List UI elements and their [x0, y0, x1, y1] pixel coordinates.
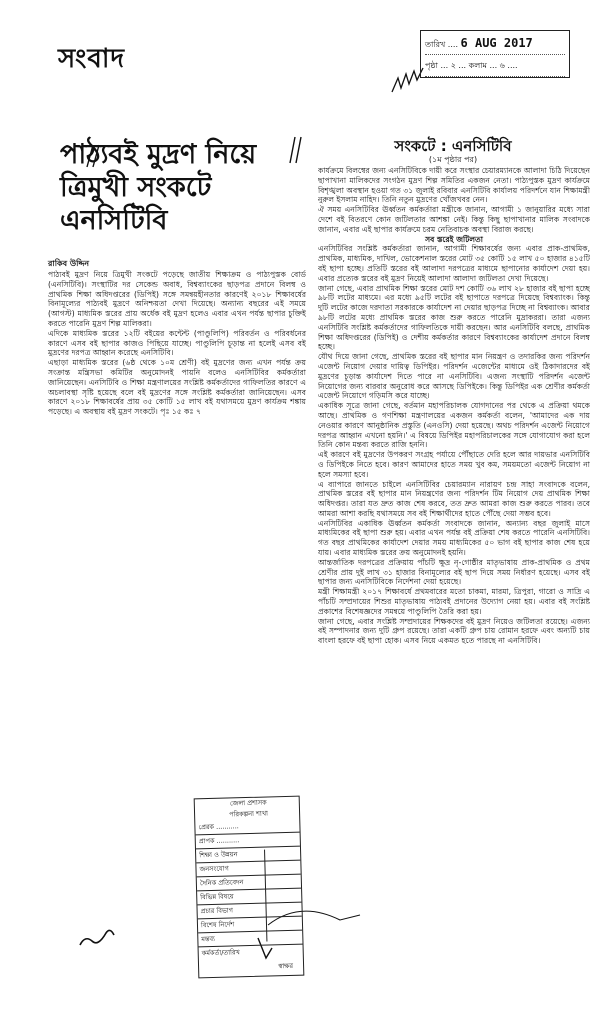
register-row: প্রাপক ........... [196, 833, 300, 850]
newspaper-masthead: সংবাদ [58, 44, 126, 74]
headline-line-3: এনসিটিবি [60, 205, 168, 236]
stamp-date-value: 6 AUG 2017 [460, 36, 533, 50]
article-headline [60, 138, 310, 237]
paragraph: আন্তর্জাতিক দরপত্রের প্রক্রিয়ায় পাঁচটি ক্ষুদ্র নৃ-গোষ্ঠীর মাতৃভাষায় প্রাক-প্রাথমিক ও প্রথম শ্রেণীর প্রায় দুই লাখ ৩১ হাজার বিনামূল্যের বই ছাপ দিয়ে সময় নির্ধারণ হয়েছে। এসব বই ছাপার জন্য এনসিটিবিকে নির্দেশনা দেয়া হয়েছে। [318, 557, 590, 587]
continuation-title: সংকটে : এনসিটিবি [394, 137, 512, 155]
register-row: বিভিন্ন বিষয়ে [197, 889, 301, 906]
paragraph: জানা গেছে, এবার সংশ্লিষ্ট সম্প্রদায়ের শিক্ষকদের বই মুদ্রণ নিয়েও জটিলতা রয়েছে। এজন্য বই সম্পাদনার জন্য দুটি গ্রুপ রয়েছে। তারা একটি গ্রুপ চায় রোমান হরফে এবং অন্যটি চায় বাংলা হরফে বই ছাপা হোক। এসব নিয়ে একমত হতে পারছে না এনসিটিবি। [318, 616, 590, 646]
register-row: দৈনিক প্রতিবেদন [197, 875, 301, 892]
stamp-page-label: পৃষ্ঠা [425, 61, 438, 70]
paragraph: মন্ত্রী শিক্ষামন্ত্রী ২০১৭ শিক্ষাবর্ষে প্রথমবারের মতো চাকমা, মারমা, ত্রিপুরা, গারো ও সাদ্রি এ পাঁচটি সম্প্রদায়ের শিশুর মাতৃভাষায় পাঠ্যবই প্রদানের উদ্যোগ নেয়া হয়। এবার বই সংশ্লিষ্ট প্রকাশের বিশেষজ্ঞদের সমন্বয়ে পাণ্ডুলিপি তৈরি করা হয়। [318, 587, 590, 616]
paragraph: জানা গেছে, এবার প্রাথমিক শিক্ষা স্তরের মোট দশ কোটি ৩৬ লাখ ২৮ হাজার বই ছাপা হচ্ছে ৯৮টি লটের মাধ্যমে। এর মধ্যে ৯৫টি লটের বই ছাপাতে দরপত্রে দিয়েছে বিশ্বব্যাংক। কিন্তু দুটি লটের কাজে দরদাতা সরকারকে কার্যাদেশ না দেয়ার ছাড়পত্র দিচ্ছে না বিশ্বব্যাংক। আবার ৯৮টি লটের মধ্যে প্রাথমিক স্তরের কাজ শুরু করতে পারেনি মুদ্রাকররা। তারা এজন্য এনসিটিবি সংশ্লিষ্ট কর্মকর্তাদের গাফিলতিকে দায়ী করছেন। আর এনসিটিবি বলছে, প্রাথমিক শিক্ষা অধিদপ্তরের (ডিপিই) ও দেশীয় কর্মকর্তার কারণে বিশ্বব্যাংকের কার্যাদেশ প্রদানে বিলম্ব হচ্ছে। [318, 283, 590, 352]
stamp-column-value: ৬ [499, 61, 505, 70]
headline-line-1: পাঠ্যবই মুদ্রণ নিয়ে [60, 139, 257, 170]
subheading: সব স্তরেই জটিলতা [425, 234, 483, 244]
continued-from-note: (১ম পৃষ্ঠার পর) [428, 155, 478, 164]
register-row: মন্তব্য [198, 931, 302, 948]
paragraph: এদিকে মাধ্যমিক স্তরের ১২টি বইয়ের কন্টেন্ট (পাণ্ডুলিপি) পরিবর্তন ও পরিবর্ধনের কারণে এসব বই ছাপার কাজও পিছিয়ে যাচ্ছে। পাণ্ডুলিপি চূড়ান্ত না হলেই এসব বই মুদ্রণের দরপত্র আহ্বান করেছে এনসিটিবি। [48, 328, 306, 358]
routing-register-stamp [194, 796, 305, 979]
register-row: জনসংযোগ [196, 861, 300, 878]
clipping-date-stamp [420, 30, 570, 78]
paragraph: এনসিটিবির একাধিক ঊর্ধ্বতন কর্মকর্তা সংবাদকে জানান, অন্যান্য বছর জুলাই মাসে মাধ্যমিকের বই ছাপা শুরু হয়। এবার এখন পর্যন্ত বই প্রক্রিয়া শেষ করতে পারেনি এনসিটিবি। গত বছর প্রাথমিকের কার্যাদেশ দেয়ার সময় মাধ্যমিকের ৫০ ভাগ বই ছাপার কাজ শেষ হয়ে যায়। এবার মাধ্যমিক স্তরের ক্রয় অনুমোদনই হয়নি। [318, 518, 590, 558]
right-article-body [318, 166, 590, 956]
register-row: পরিকল্পনা শাখা [229, 809, 269, 819]
paragraph: একাধিক সূত্রে জানা গেছে, বর্তমান মহাপরিচালক যোগদানের পর থেকে এ প্রক্রিয়া থমকে আছে। প্রাথমিক ও গণশিক্ষা মন্ত্রণালয়ের একজন কর্মকর্তা বলেন, 'আমাদের এক দায় নেওয়ার কারণে আনুষ্ঠানিক প্রস্তুতি (এনওসি) দেয়া হয়েছে। অথচ পরিদর্শন এজেন্ট নিয়োগে দরপত্র আহ্বান এখনো হয়নি।' এ বিষয়ে ডিপিইর মহাপরিচালকের সঙ্গে যোগাযোগ করা হলে তিনি কোন মন্তব্য করতে রাজি হননি। [318, 401, 590, 450]
stamp-page-row: পৃষ্ঠা ... ২ ... কলাম ... ৬ .... [425, 55, 565, 77]
headline-line-2: ত্রিমুখী সংকটে [60, 172, 212, 203]
register-row: প্রেরক ........... [195, 819, 299, 836]
paragraph: এই কারণে বই মুদ্রণের উপকরণ সংগ্রহ পর্যায়ে পৌঁছাতে দেরি হলে আর দায়ভার এনসিটিবি ও ডিপিইকে নিতে হবে। কারণ আমাদের হাতে সময় খুব কম, সময়মতো এজেন্ট নিয়োগ না হলে সমস্যা হবে। [318, 450, 590, 479]
paragraph: পাঠ্যবই মুদ্রণ নিয়ে ত্রিমুখী সংকটে পড়েছে জাতীয় শিক্ষাক্রম ও পাঠ্যপুস্তক বোর্ড (এনসিটিবি)। সংস্থাটির দর সেকেন্ড অবাধ, বিশ্বব্যাংকের ছাড়পত্র প্রদানে বিলম্ব ও প্রাথমিক শিক্ষা অধিদপ্তরের (ডিপিই) সঙ্গে সমন্বয়হীনতার কারণেই ২০১৮ শিক্ষাবর্ষের বিনামূল্যের পাঠ্যবই মুদ্রণে অনিশ্চয়তা দেখা দিয়েছে। অন্যান্য বছরের এই সময়ে (আগস্ট) মাধ্যমিক স্তরের প্রায় অর্ধেক বই মুদ্রণ হলেও এবার এখন পর্যন্ত ছাপার চুক্তিই করতে পারেনি মুদ্রণ শিল্প মালিকরা। [48, 270, 306, 328]
register-footer: স্বাক্ষর [278, 961, 294, 971]
article-byline: রাকিব উদ্দিন [48, 259, 90, 268]
paragraph: যৌথ দিয়ে জানা গেছে, প্রাথমিক স্তরের বই ছাপার মান নিয়ন্ত্রণ ও তদারকির জন্য পরিদর্শন এজেন্ট নিয়োগ দেয়ার দায়িত্ব ডিপিইর। পরিদর্শন এজেন্টের মাধ্যমে ওই ঠিকাদারদের বই মুদ্রণের চূড়ান্ত কার্যাদেশ দিতে পারে না এনসিটিবি। এজন্য সংস্থাটি পরিদর্শন এজেন্ট নিয়োগের জন্য বারবার অনুরোধ করে আসছে ডিপিইকে। কিন্তু ডিপিইর এক শ্রেণীর কর্মকর্তা এজেন্ট নিয়োগে গড়িমসি করে যাচ্ছে। [318, 352, 590, 401]
paragraph: ঐ সময় এনসিটিবির ঊর্ধ্বতন কর্মকর্তারা মন্ত্রীকে জানান, আগামী ১ জানুয়ারির মধ্যে সারা দেশে বই বিতরণে কোন জটিলতার আশঙ্কা নেই। কিন্তু কিছু ছাপাখানার মালিক সংবাদকে জানান, এবার এই ছাপার কার্যক্রমে চরম নেতিবাচক অবস্থা বিরাজ করছে। [318, 205, 590, 234]
paragraph: কার্যক্রমে বিলম্বের জন্য এনসিটিবিকে দায়ী করে সংস্থার চেয়ারম্যানকে আলাদা চিঠি দিয়েছেন ছাপাখানা মালিকদের সংগঠন মুদ্রণ শিল্প সমিতির একজন নেতা। পাঠ্যপুস্তক মুদ্রণ কার্যক্রমে বিশৃঙ্খলা অবস্থান হওয়া গত ৩১ জুলাই রবিবার এনসিটিবি কার্যালয় পরিদর্শনে যান শিক্ষামন্ত্রী নুরুল ইসলাম নাহিদ। তিনি নতুন মুদ্রণের খোঁজখবর নেন। [318, 166, 590, 205]
register-row: জেলা প্রশাসক [229, 798, 267, 808]
paragraph: এনসিটিবির সংশ্লিষ্ট কর্মকর্তারা জানান, আগামী শিক্ষাবর্ষের জন্য এবার প্রাক-প্রাথমিক, প্রাথমিক, মাধ্যমিক, দাখিল, ভোকেশনাল স্তরের মোট ৩৫ কোটি ১৫ লাখ ৫০ হাজার ৪১৫টি বই ছাপা হচ্ছে। প্রতিটি স্তরের বই আলাদা দরপত্রের মাধ্যমে ছাপানোর কার্যাদেশ দেয়া হয়। এবার প্রত্যেক স্তরের বই মুদ্রণ নিয়েই আলাদা আলাদা জটিলতা দেখা দিয়েছে। [318, 244, 590, 283]
paragraph: এ ব্যাপারে জানতে চাইলে এনসিটিবির চেয়ারম্যান নারায়ণ চন্দ্র সাহা সংবাদকে বলেন, প্রাথমিক স্তরের বই ছাপার মান নিয়ন্ত্রণের জন্য পরিদর্শন টিম নিয়োগ দেয় প্রাথমিক শিক্ষা অধিদপ্তর। তারা যত দ্রুত কাজ শেষ করবে, তত দ্রুত আমরা কাজ শুরু করতে পারব। তবে আমরা আশা করছি যথাসময়ে সব বই শিক্ষার্থীদের হাতে পৌঁছে দেয়া সম্ভব হবে। [318, 479, 590, 518]
stamp-column-label: কলাম [468, 61, 487, 70]
stamp-date-row: তারিখ .... 6 AUG 2017 [425, 33, 565, 55]
register-row: প্রচার বিভাগ [197, 903, 301, 920]
left-article-body [48, 270, 306, 417]
register-row: বিশেষ নির্দেশ [198, 917, 302, 934]
register-row: শিক্ষা ও উন্নয়ন [196, 847, 300, 864]
register-row: কর্মকর্তা/তারিখ [201, 948, 240, 958]
paragraph: এছাড়া মাধ্যমিক স্তরের (৬ষ্ঠ থেকে ১০ম শ্রেণী) বই মুদ্রণের জন্য এখন পর্যন্ত ক্রয় সংক্রান্ত মন্ত্রিসভা কমিটির অনুমোদনই পায়নি বলেও এনসিটিবির কর্মকর্তারা জানিয়েছেন। এনসিটিবি ও শিক্ষা মন্ত্রণালয়ের সংশ্লিষ্ট কর্মকর্তাদের গাফিলতির কারণে এ অচলাবস্থা সৃষ্টি হয়েছে বলে বই মুদ্রণের সঙ্গে সংশ্লিষ্ট কর্মকর্তারা জানিয়েছেন। এসব কারণে ২০১৮ শিক্ষাবর্ষের প্রায় ৩৫ কোটি ১৫ লাখ বই যথাসময়ে মুদ্রণ কার্যক্রম শঙ্কায় পড়েছে। এ অবস্থায় বই মুদ্রণ সংকটে। পৃঃ ১৫ কঃ ৭ [48, 358, 306, 417]
stamp-page-value: ২ [450, 61, 456, 70]
stamp-date-label: তারিখ [425, 40, 446, 49]
